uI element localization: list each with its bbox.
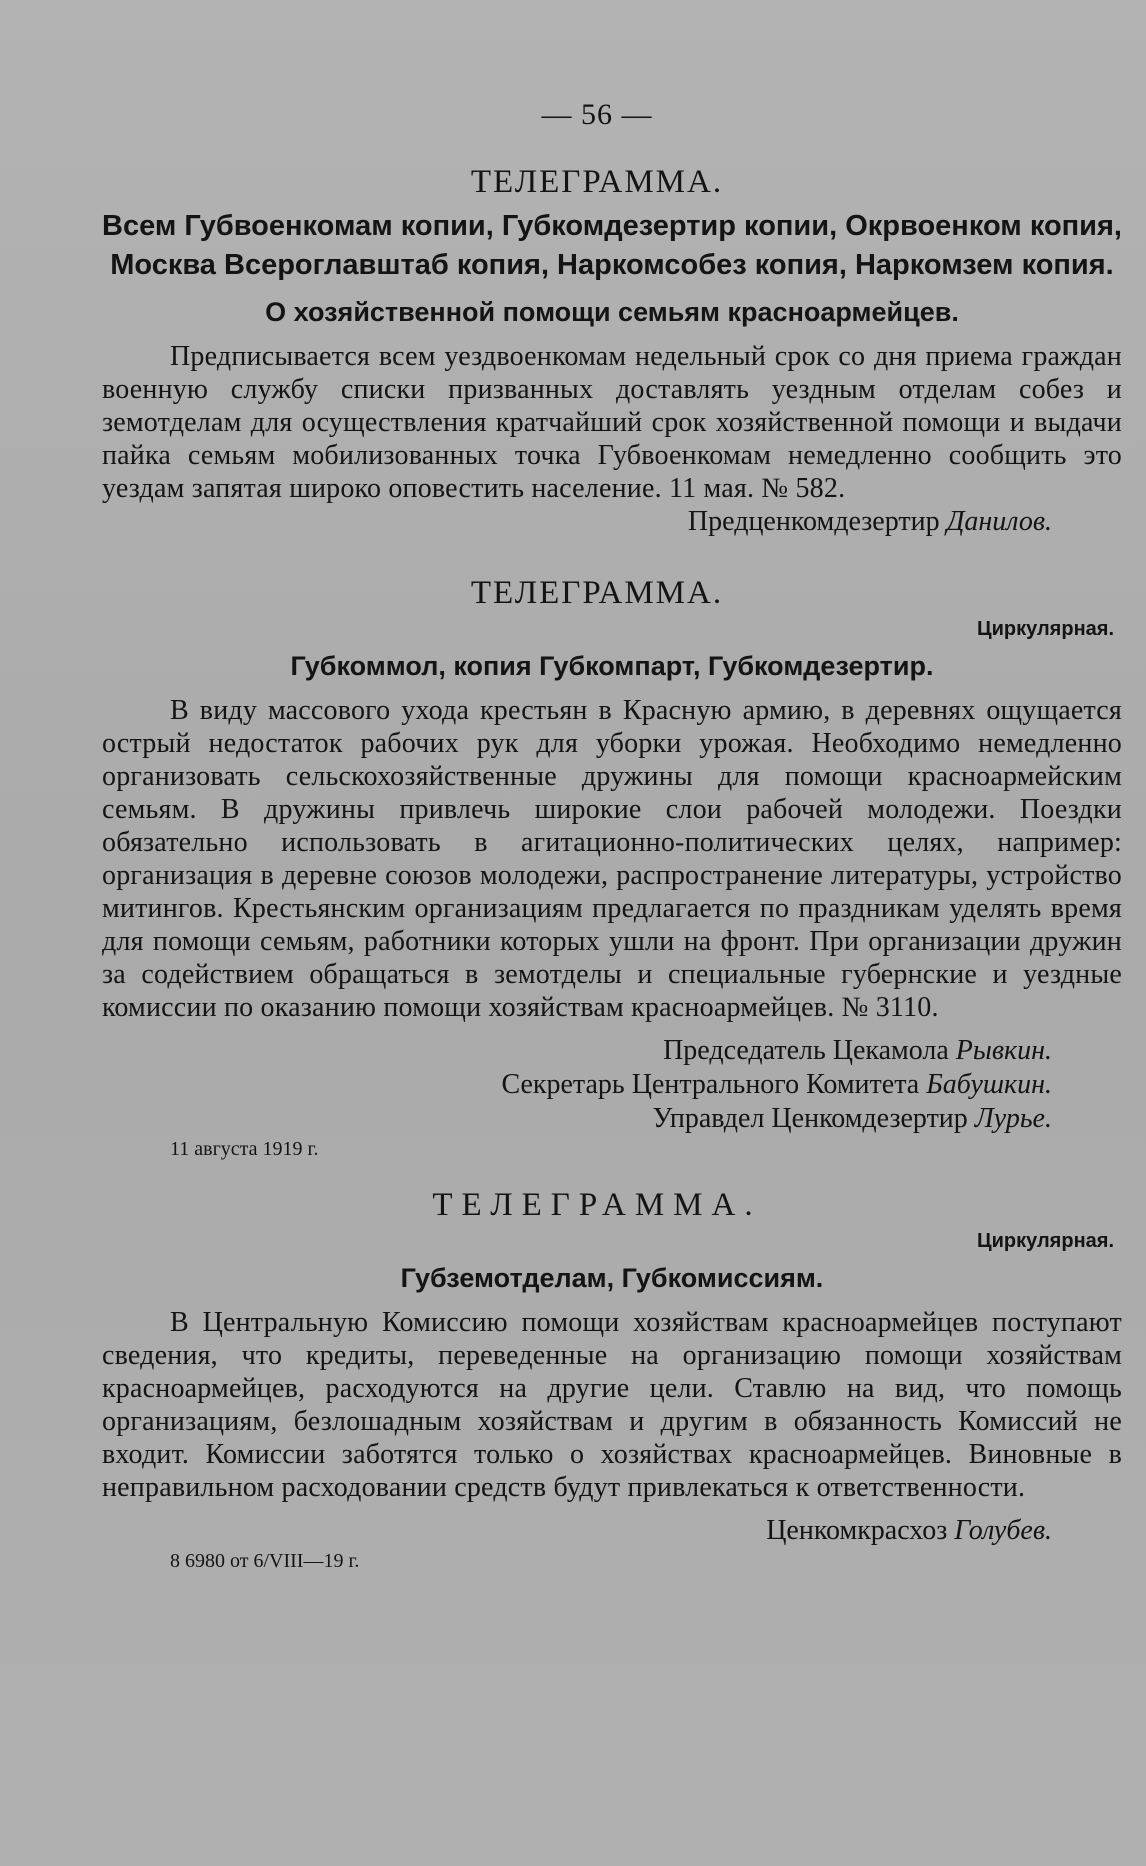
signature-name: Рывкин.	[955, 1035, 1052, 1066]
signature-role: Управдел Ценкомдезертир	[652, 1103, 968, 1134]
telegram-heading: О хозяйственной помощи семьям красноармейцев.	[265, 297, 959, 327]
signature	[102, 1034, 1122, 1068]
signature-role: Председатель Цекамола	[663, 1035, 949, 1066]
signature-name: Голубев.	[954, 1515, 1052, 1546]
signature-name: Бабушкин.	[926, 1069, 1052, 1100]
telegram-body: Предписывается всем уездвоенкомам недельный срок со дня приема граждан военную службу списки призванных доставлять уездным отделам собез и земотделам для осуществления кратчайший срок хозяйственной помощи и выдачи пайка семьям мобилизованных точка Губвоенкомам немедленно сообщить это уездам запятая широко оповестить население. 11 мая. № 582.	[102, 341, 1122, 504]
telegram-date: 8 6980 от 6/VIII—19 г.	[170, 1550, 360, 1572]
telegram-heading: Губземотделам, Губкомиссиям.	[400, 1263, 824, 1293]
signature	[102, 1068, 1122, 1102]
page-number: — 56 —	[541, 98, 653, 131]
signature-name: Лурье.	[974, 1103, 1052, 1134]
signature	[102, 1514, 1122, 1548]
signature	[102, 505, 1122, 539]
telegram-addressee: Всем Губвоенкомам копии, Губкомдезертир копии, Окрвоенком копия, Москва Всероглавштаб копия, Наркомсобез копия, Наркомзем копия.	[102, 210, 1122, 281]
telegram-1	[102, 164, 1122, 539]
telegram-title: ТЕЛЕГРАММА.	[470, 164, 724, 200]
signature-role: Предценкомдезертир	[687, 506, 940, 537]
telegram-body: В Центральную Комиссию помощи хозяйствам красноармейцев поступают сведения, что кредиты, переведенные на организацию помощи хозяйствам красноармейцев, расходуются на другие цели. Ставлю на вид, что помощь организациям, безлошадным хозяйствам и другим в обязанность Комиссий не входит. Комиссии заботятся только о хозяйствах красноармейцев. Виновные в неправильном расходовании средств будут привлекаться к ответственности.	[102, 1307, 1122, 1503]
signature-role: Ценкомкрасхоз	[766, 1515, 948, 1546]
signature-role: Секретарь Центрального Комитета	[501, 1069, 920, 1100]
circular-label: Циркулярная.	[976, 618, 1114, 640]
telegram-heading: Губкоммол, копия Губкомпарт, Губкомдезертир.	[290, 651, 934, 681]
telegram-title: ТЕЛЕГРАММА.	[432, 1187, 762, 1223]
signature	[102, 1102, 1122, 1136]
telegram-body: В виду массового ухода крестьян в Красную армию, в деревнях ощущается острый недостаток рабочих рук для уборки урожая. Необходимо немедленно организовать сельскохозяйственные дружины для помощи красноармейским семьям. В дружины привлечь широкие слои рабочей молодежи. Поездки обязательно использовать в агитационно-политических целях, например: организация в деревне союзов молодежи, распространение литературы, устройство митингов. Крестьянским организациям предлагается по праздникам уделять время для помощи семьям, работники которых ушли на фронт. При организации дружин за содействием обращаться в земотделы и специальные губернские и уездные комиссии по оказанию помощи хозяйствам красноармейцев. № 3110.	[102, 695, 1122, 1023]
telegram-2	[102, 575, 1122, 1161]
signature-name: Данилов.	[946, 506, 1052, 537]
telegram-title: ТЕЛЕГРАММА.	[470, 575, 724, 611]
telegram-3	[102, 1187, 1122, 1573]
circular-label: Циркулярная.	[976, 1230, 1114, 1252]
telegram-date: 11 августа 1919 г.	[170, 1138, 319, 1160]
